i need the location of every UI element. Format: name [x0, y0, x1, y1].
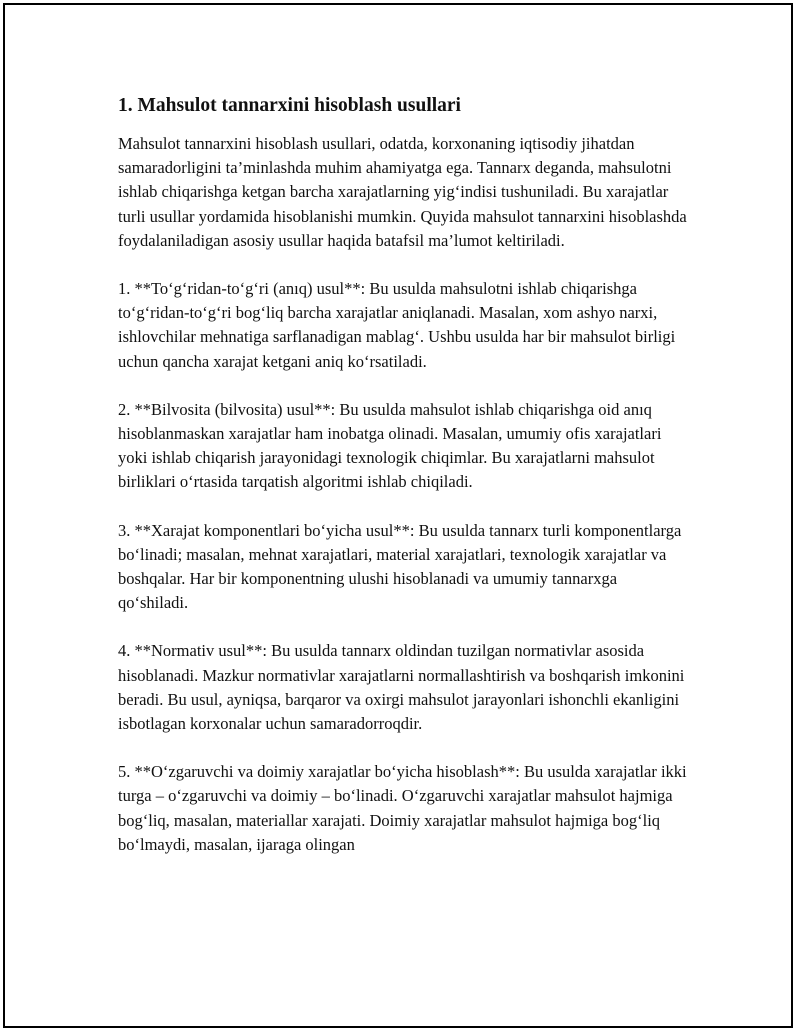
- method-3-paragraph: 3. **Xarajat komponentlari bo‘yicha usul**: Bu usulda tannarx turli komponentlarga bo‘linadi; masalan, mehnat xarajatlari, material xarajatlari, texnologik xarajatlar va boshqalar. Har bir komponentning ulushi hisoblanadi va umumiy tannarxga qo‘shiladi.: [118, 520, 682, 613]
- method-2-paragraph: 2. **Bilvosita (bilvosita) usul**: Bu usulda mahsulot ishlab chiqarishga oid anıq hisoblanmaskan xarajatlar ham inobatga olinadi. Masalan, umumiy ofis xarajatlari yoki ishlab chiqarish jarayonidagi texnologik chiqimlar. Bu xarajatlarni mahsulot birliklari o‘rtasida tarqatish algoritmi ishlab chiqiladi.: [118, 399, 662, 492]
- document-body: [118, 92, 688, 881]
- intro-paragraph: Mahsulot tannarxini hisoblash usullari, odatda, korxonaning iqtisodiy jihatdan samaradorligini ta’minlashda muhim ahamiyatga ega. Tannarx deganda, mahsulotni ishlab chiqarishga ketgan barcha xarajatlarning yig‘indisi tushuniladi. Bu xarajatlar turli usullar yordamida hisoblanishi mumkin. Quyida mahsulot tannarxini hisoblashda foydalaniladigan asosiy usullar haqida batafsil ma’lumot keltiriladi.: [118, 134, 687, 250]
- method-5-paragraph: 5. **O‘zgaruvchi va doimiy xarajatlar bo‘yicha hisoblash**: Bu usulda xarajatlar ikki turga – o‘zgaruvchi va doimiy – bo‘linadi. O‘zgaruvchi xarajatlar mahsulot hajmiga bog‘liq, masalan, materiallar xarajati. Doimiy xarajatlar mahsulot hajmiga bog‘liq bo‘lmaydi, masalan, ijaraga olingan: [118, 762, 687, 854]
- section-heading: 1. Mahsulot tannarxini hisoblash usullari: [118, 95, 461, 116]
- method-1-paragraph: 1. **To‘g‘ridan-to‘g‘ri (anıq) usul**: Bu usulda mahsulotni ishlab chiqarishga to‘g‘ridan-to‘g‘ri bog‘liq barcha xarajatlar aniqlanadi. Masalan, xom ashyo narxi, ishlovchilar mehnatiga sarflanadigan mablag‘. Ushbu usulda har bir mahsulot birligi uchun qancha xarajat ketgani aniq ko‘rsatiladi.: [118, 279, 676, 371]
- method-4-paragraph: 4. **Normativ usul**: Bu usulda tannarx oldindan tuzilgan normativlar asosida hisoblanadi. Mazkur normativlar xarajatlarni normallashtirish va boshqarish imkonini beradi. Bu usul, ayniqsa, barqaror va oxirgi mahsulot jarayonlari ishonchli ekanligini isbotlagan korxonalar uchun samaradorroqdir.: [118, 641, 685, 734]
